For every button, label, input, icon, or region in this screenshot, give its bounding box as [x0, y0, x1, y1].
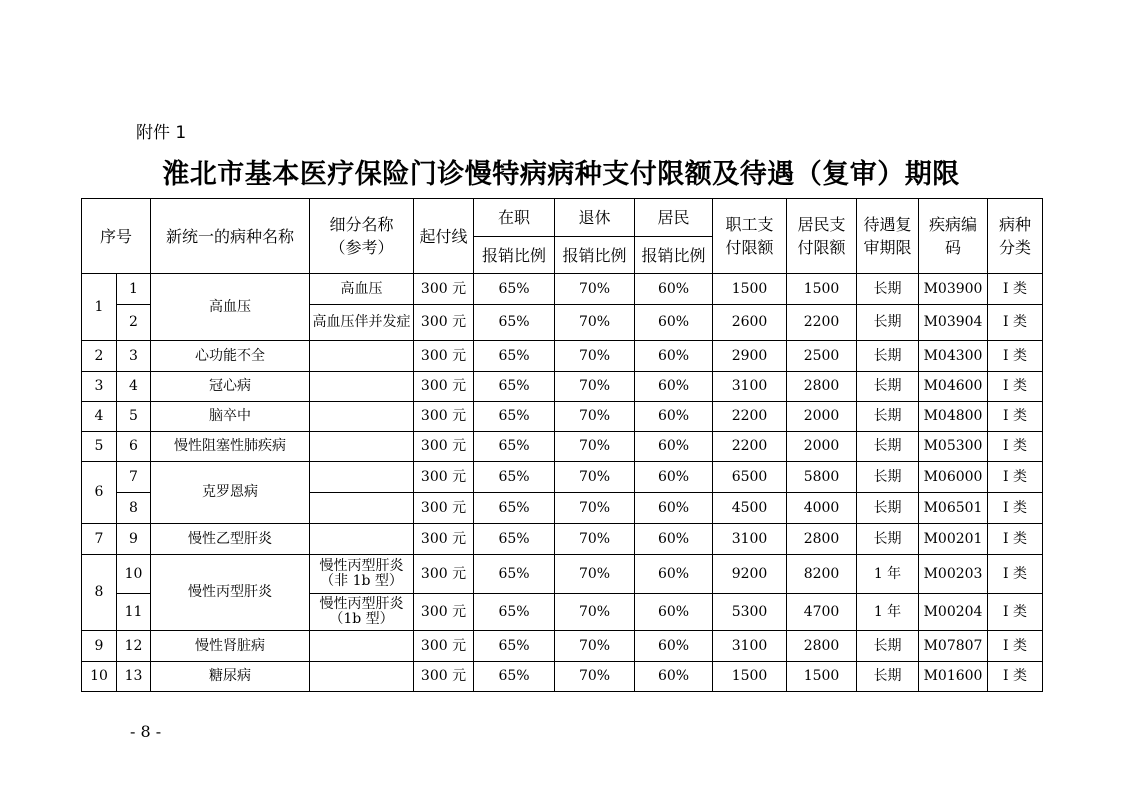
disease-name-cell: 慢性乙型肝炎 [151, 524, 310, 555]
subdivision-cell [310, 372, 414, 402]
review-period-cell: 1 年 [857, 555, 919, 594]
retired-ratio-cell: 70% [555, 372, 635, 402]
deductible-cell: 300 元 [414, 341, 474, 372]
subdivision-cell: 高血压伴并发症 [310, 305, 414, 341]
deductible-cell: 300 元 [414, 274, 474, 305]
retired-ratio-cell: 70% [555, 594, 635, 631]
disease-code-cell: M01600 [919, 662, 988, 692]
employee-limit-cell: 1500 [713, 662, 787, 692]
disease-name-cell: 冠心病 [151, 372, 310, 402]
subdivision-cell [310, 493, 414, 524]
table-row [82, 274, 1043, 305]
subdivision-cell: 高血压 [310, 274, 414, 305]
employee-limit-cell: 2600 [713, 305, 787, 341]
category-cell: I 类 [988, 402, 1043, 432]
deductible-cell: 300 元 [414, 524, 474, 555]
group-number-cell: 2 [82, 341, 117, 372]
subdivision-cell [310, 662, 414, 692]
employee-limit-cell: 2900 [713, 341, 787, 372]
disease-name-cell: 慢性丙型肝炎 [151, 555, 310, 631]
retired-ratio-cell: 70% [555, 305, 635, 341]
employed-ratio-cell: 65% [474, 493, 555, 524]
retired-ratio-cell: 70% [555, 402, 635, 432]
review-period-cell: 长期 [857, 631, 919, 662]
header-resident: 居民 [635, 199, 713, 237]
review-period-cell: 长期 [857, 341, 919, 372]
resident-limit-cell: 1500 [787, 662, 857, 692]
item-number-cell: 1 [117, 274, 151, 305]
retired-ratio-cell: 70% [555, 555, 635, 594]
resident-limit-cell: 1500 [787, 274, 857, 305]
resident-limit-cell: 2800 [787, 372, 857, 402]
group-number-cell: 8 [82, 555, 117, 631]
employed-ratio-cell: 65% [474, 341, 555, 372]
employed-ratio-cell: 65% [474, 274, 555, 305]
deductible-cell: 300 元 [414, 462, 474, 493]
disease-limit-table [81, 198, 1043, 692]
category-cell: I 类 [988, 462, 1043, 493]
subdivision-cell [310, 462, 414, 493]
item-number-cell: 9 [117, 524, 151, 555]
disease-code-cell: M03900 [919, 274, 988, 305]
review-period-cell: 1 年 [857, 594, 919, 631]
table-row [82, 524, 1043, 555]
resident-limit-cell: 8200 [787, 555, 857, 594]
resident-limit-cell: 2800 [787, 631, 857, 662]
retired-ratio-cell: 70% [555, 524, 635, 555]
disease-name-cell: 脑卒中 [151, 402, 310, 432]
page-title: 淮北市基本医疗保险门诊慢特病病种支付限额及待遇（复审）期限 [162, 159, 960, 190]
employee-limit-cell: 3100 [713, 372, 787, 402]
retired-ratio-cell: 70% [555, 662, 635, 692]
employee-limit-cell: 3100 [713, 524, 787, 555]
resident-ratio-cell: 60% [635, 555, 713, 594]
item-number-cell: 8 [117, 493, 151, 524]
resident-ratio-cell: 60% [635, 493, 713, 524]
retired-ratio-cell: 70% [555, 274, 635, 305]
resident-limit-cell: 2500 [787, 341, 857, 372]
subdivision-cell [310, 402, 414, 432]
resident-ratio-cell: 60% [635, 594, 713, 631]
resident-ratio-cell: 60% [635, 372, 713, 402]
disease-code-cell: M05300 [919, 432, 988, 462]
review-period-cell: 长期 [857, 402, 919, 432]
employed-ratio-cell: 65% [474, 432, 555, 462]
table-row [82, 631, 1043, 662]
retired-ratio-cell: 70% [555, 462, 635, 493]
header-ratio-resident: 报销比例 [635, 237, 713, 274]
header-deductible: 起付线 [414, 199, 474, 274]
group-number-cell: 9 [82, 631, 117, 662]
header-employed: 在职 [474, 199, 555, 237]
item-number-cell: 2 [117, 305, 151, 341]
header-resident-limit: 居民支 付限额 [787, 199, 857, 274]
retired-ratio-cell: 70% [555, 493, 635, 524]
header-subdivision: 细分名称 （参考） [310, 199, 414, 274]
retired-ratio-cell: 70% [555, 631, 635, 662]
disease-code-cell: M07807 [919, 631, 988, 662]
subdivision-cell: 慢性丙型肝炎 （1b 型） [310, 594, 414, 631]
resident-ratio-cell: 60% [635, 462, 713, 493]
disease-name-cell: 糖尿病 [151, 662, 310, 692]
disease-code-cell: M04600 [919, 372, 988, 402]
review-period-cell: 长期 [857, 432, 919, 462]
employee-limit-cell: 3100 [713, 631, 787, 662]
employee-limit-cell: 2200 [713, 432, 787, 462]
header-retired: 退休 [555, 199, 635, 237]
item-number-cell: 7 [117, 462, 151, 493]
category-cell: I 类 [988, 372, 1043, 402]
subdivision-cell [310, 341, 414, 372]
table-row [82, 432, 1043, 462]
header-employee-limit: 职工支 付限额 [713, 199, 787, 274]
resident-ratio-cell: 60% [635, 524, 713, 555]
resident-limit-cell: 2000 [787, 402, 857, 432]
item-number-cell: 4 [117, 372, 151, 402]
resident-limit-cell: 2800 [787, 524, 857, 555]
employee-limit-cell: 4500 [713, 493, 787, 524]
employee-limit-cell: 5300 [713, 594, 787, 631]
item-number-cell: 10 [117, 555, 151, 594]
resident-ratio-cell: 60% [635, 631, 713, 662]
group-number-cell: 5 [82, 432, 117, 462]
item-number-cell: 12 [117, 631, 151, 662]
attachment-label: 附件 1 [136, 123, 187, 143]
item-number-cell: 6 [117, 432, 151, 462]
header-ratio-employed: 报销比例 [474, 237, 555, 274]
resident-limit-cell: 4700 [787, 594, 857, 631]
review-period-cell: 长期 [857, 524, 919, 555]
resident-limit-cell: 2200 [787, 305, 857, 341]
review-period-cell: 长期 [857, 305, 919, 341]
subdivision-cell [310, 524, 414, 555]
header-serial: 序号 [82, 199, 151, 274]
header-disease-name: 新统一的病种名称 [151, 199, 310, 274]
item-number-cell: 3 [117, 341, 151, 372]
item-number-cell: 11 [117, 594, 151, 631]
table-row [82, 555, 1043, 594]
category-cell: I 类 [988, 524, 1043, 555]
deductible-cell: 300 元 [414, 372, 474, 402]
header-category: 病种 分类 [988, 199, 1043, 274]
group-number-cell: 3 [82, 372, 117, 402]
disease-code-cell: M06000 [919, 462, 988, 493]
category-cell: I 类 [988, 631, 1043, 662]
deductible-cell: 300 元 [414, 555, 474, 594]
group-number-cell: 1 [82, 274, 117, 341]
category-cell: I 类 [988, 493, 1043, 524]
disease-code-cell: M06501 [919, 493, 988, 524]
resident-ratio-cell: 60% [635, 662, 713, 692]
deductible-cell: 300 元 [414, 432, 474, 462]
category-cell: I 类 [988, 432, 1043, 462]
deductible-cell: 300 元 [414, 631, 474, 662]
group-number-cell: 10 [82, 662, 117, 692]
employed-ratio-cell: 65% [474, 631, 555, 662]
table-row [82, 372, 1043, 402]
resident-limit-cell: 4000 [787, 493, 857, 524]
employed-ratio-cell: 65% [474, 594, 555, 631]
header-disease-code: 疾病编 码 [919, 199, 988, 274]
disease-code-cell: M03904 [919, 305, 988, 341]
category-cell: I 类 [988, 274, 1043, 305]
header-review-period: 待遇复 审期限 [857, 199, 919, 274]
resident-ratio-cell: 60% [635, 274, 713, 305]
subdivision-cell [310, 432, 414, 462]
employee-limit-cell: 6500 [713, 462, 787, 493]
deductible-cell: 300 元 [414, 305, 474, 341]
disease-name-cell: 心功能不全 [151, 341, 310, 372]
deductible-cell: 300 元 [414, 402, 474, 432]
employee-limit-cell: 9200 [713, 555, 787, 594]
disease-code-cell: M04300 [919, 341, 988, 372]
disease-code-cell: M04800 [919, 402, 988, 432]
resident-limit-cell: 2000 [787, 432, 857, 462]
category-cell: I 类 [988, 662, 1043, 692]
employed-ratio-cell: 65% [474, 305, 555, 341]
table-body [82, 274, 1043, 692]
table-row [82, 662, 1043, 692]
retired-ratio-cell: 70% [555, 432, 635, 462]
deductible-cell: 300 元 [414, 493, 474, 524]
review-period-cell: 长期 [857, 462, 919, 493]
employee-limit-cell: 1500 [713, 274, 787, 305]
disease-name-cell: 慢性阻塞性肺疾病 [151, 432, 310, 462]
disease-name-cell: 高血压 [151, 274, 310, 341]
review-period-cell: 长期 [857, 493, 919, 524]
employed-ratio-cell: 65% [474, 462, 555, 493]
review-period-cell: 长期 [857, 662, 919, 692]
employed-ratio-cell: 65% [474, 402, 555, 432]
table-row [82, 402, 1043, 432]
header-ratio-retired: 报销比例 [555, 237, 635, 274]
disease-code-cell: M00201 [919, 524, 988, 555]
disease-name-cell: 慢性肾脏病 [151, 631, 310, 662]
review-period-cell: 长期 [857, 274, 919, 305]
group-number-cell: 7 [82, 524, 117, 555]
disease-code-cell: M00203 [919, 555, 988, 594]
resident-ratio-cell: 60% [635, 341, 713, 372]
resident-ratio-cell: 60% [635, 432, 713, 462]
group-number-cell: 6 [82, 462, 117, 524]
table-row [82, 462, 1043, 493]
disease-name-cell: 克罗恩病 [151, 462, 310, 524]
resident-ratio-cell: 60% [635, 402, 713, 432]
resident-ratio-cell: 60% [635, 305, 713, 341]
group-number-cell: 4 [82, 402, 117, 432]
employed-ratio-cell: 65% [474, 524, 555, 555]
category-cell: I 类 [988, 341, 1043, 372]
category-cell: I 类 [988, 594, 1043, 631]
subdivision-cell: 慢性丙型肝炎 （非 1b 型） [310, 555, 414, 594]
deductible-cell: 300 元 [414, 662, 474, 692]
employed-ratio-cell: 65% [474, 662, 555, 692]
item-number-cell: 5 [117, 402, 151, 432]
item-number-cell: 13 [117, 662, 151, 692]
category-cell: I 类 [988, 555, 1043, 594]
employee-limit-cell: 2200 [713, 402, 787, 432]
page-number: - 8 - [130, 722, 162, 741]
resident-limit-cell: 5800 [787, 462, 857, 493]
employed-ratio-cell: 65% [474, 372, 555, 402]
review-period-cell: 长期 [857, 372, 919, 402]
subdivision-cell [310, 631, 414, 662]
retired-ratio-cell: 70% [555, 341, 635, 372]
deductible-cell: 300 元 [414, 594, 474, 631]
table-row [82, 341, 1043, 372]
category-cell: I 类 [988, 305, 1043, 341]
employed-ratio-cell: 65% [474, 555, 555, 594]
disease-code-cell: M00204 [919, 594, 988, 631]
